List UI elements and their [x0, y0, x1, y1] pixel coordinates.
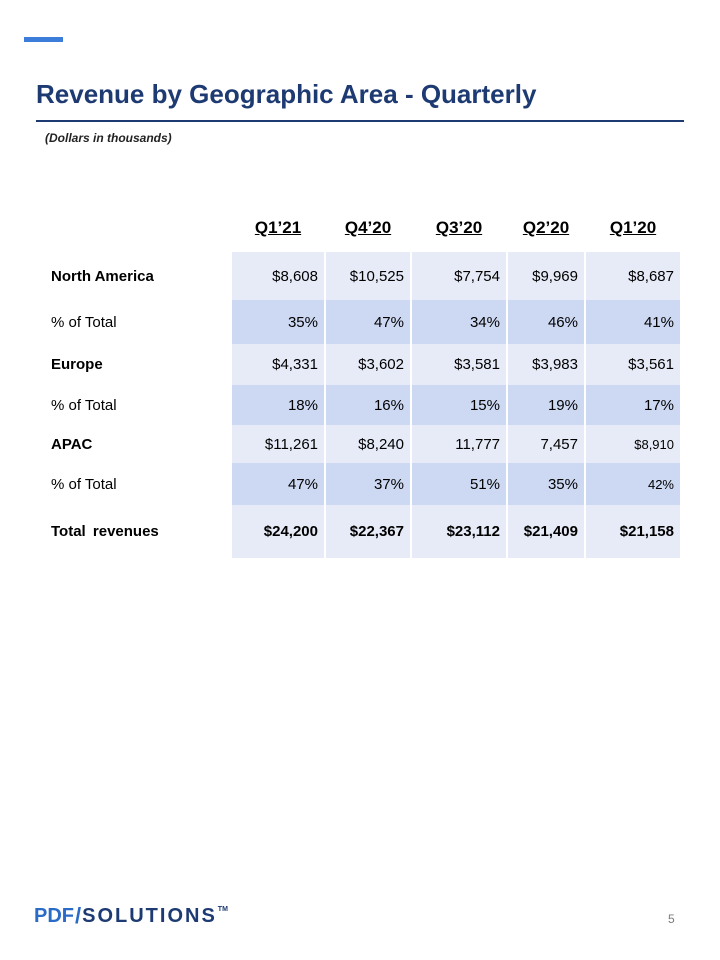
table-cell: $9,969 — [508, 252, 584, 300]
table-cell: 47% — [326, 300, 410, 344]
table-cell: $11,261 — [232, 425, 324, 463]
table-cell: 15% — [412, 385, 506, 425]
pdf-solutions-logo — [34, 903, 228, 928]
table-cell: $8,910 — [586, 425, 680, 463]
row-label: North America — [51, 267, 154, 285]
table-cell: 34% — [412, 300, 506, 344]
logo-trademark: TM — [217, 906, 228, 913]
table-row-apac — [42, 425, 680, 463]
table-cell: $8,240 — [326, 425, 410, 463]
table-row-north-america — [42, 252, 680, 300]
table-cell: 11,777 — [412, 425, 506, 463]
accent-bar — [24, 37, 63, 42]
logo-slash: / — [75, 903, 82, 928]
logo-solutions-text: SOLUTIONS — [82, 905, 217, 927]
table-cell: $22,367 — [326, 505, 410, 558]
table-cell: $10,525 — [326, 252, 410, 300]
table-header-row — [42, 206, 680, 252]
table-cell: 35% — [508, 463, 584, 505]
table-row-europe-pct — [42, 385, 680, 425]
table-cell: $7,754 — [412, 252, 506, 300]
table-cell: $3,983 — [508, 344, 584, 385]
table-cell: 42% — [586, 463, 680, 505]
column-header-q4-20: Q4’20 — [326, 206, 410, 252]
row-label: Total revenues — [51, 523, 159, 540]
table-row-north-america-pct — [42, 300, 680, 344]
row-label: % of Total — [51, 396, 117, 414]
table-cell: 35% — [232, 300, 324, 344]
table-cell: $4,331 — [232, 344, 324, 385]
table-cell: $3,561 — [586, 344, 680, 385]
column-header-q2-20: Q2’20 — [508, 206, 584, 252]
table-cell: 17% — [586, 385, 680, 425]
page-number: 5 — [668, 912, 675, 926]
column-header-q1-21: Q1’21 — [232, 206, 324, 252]
table-cell: $21,158 — [586, 505, 680, 558]
table-cell: 51% — [412, 463, 506, 505]
table-row-apac-pct — [42, 463, 680, 505]
table-cell: 46% — [508, 300, 584, 344]
table-cell: $24,200 — [232, 505, 324, 558]
table-cell: $3,581 — [412, 344, 506, 385]
table-cell: 41% — [586, 300, 680, 344]
column-header-q3-20: Q3’20 — [412, 206, 506, 252]
revenue-table — [40, 206, 682, 558]
table-cell: $3,602 — [326, 344, 410, 385]
table-cell: 18% — [232, 385, 324, 425]
row-label: % of Total — [51, 313, 117, 331]
table-cell: $21,409 — [508, 505, 584, 558]
table-cell: $23,112 — [412, 505, 506, 558]
table-row-total — [42, 505, 680, 558]
column-header-q1-20: Q1’20 — [586, 206, 680, 252]
page-title: Revenue by Geographic Area - Quarterly — [36, 79, 537, 109]
table-cell: 47% — [232, 463, 324, 505]
logo-pdf-text: PDF — [34, 905, 74, 927]
table-cell: 19% — [508, 385, 584, 425]
table-cell: 16% — [326, 385, 410, 425]
table-cell: 37% — [326, 463, 410, 505]
table-row-europe — [42, 344, 680, 385]
row-label: % of Total — [51, 475, 117, 493]
table-cell: $8,687 — [586, 252, 680, 300]
table-cell: 7,457 — [508, 425, 584, 463]
table-cell: $8,608 — [232, 252, 324, 300]
page-subtitle: (Dollars in thousands) — [45, 131, 172, 145]
row-label: Europe — [51, 356, 103, 373]
column-header-label — [42, 206, 230, 252]
row-label: APAC — [51, 435, 93, 453]
title-underline — [36, 120, 684, 122]
